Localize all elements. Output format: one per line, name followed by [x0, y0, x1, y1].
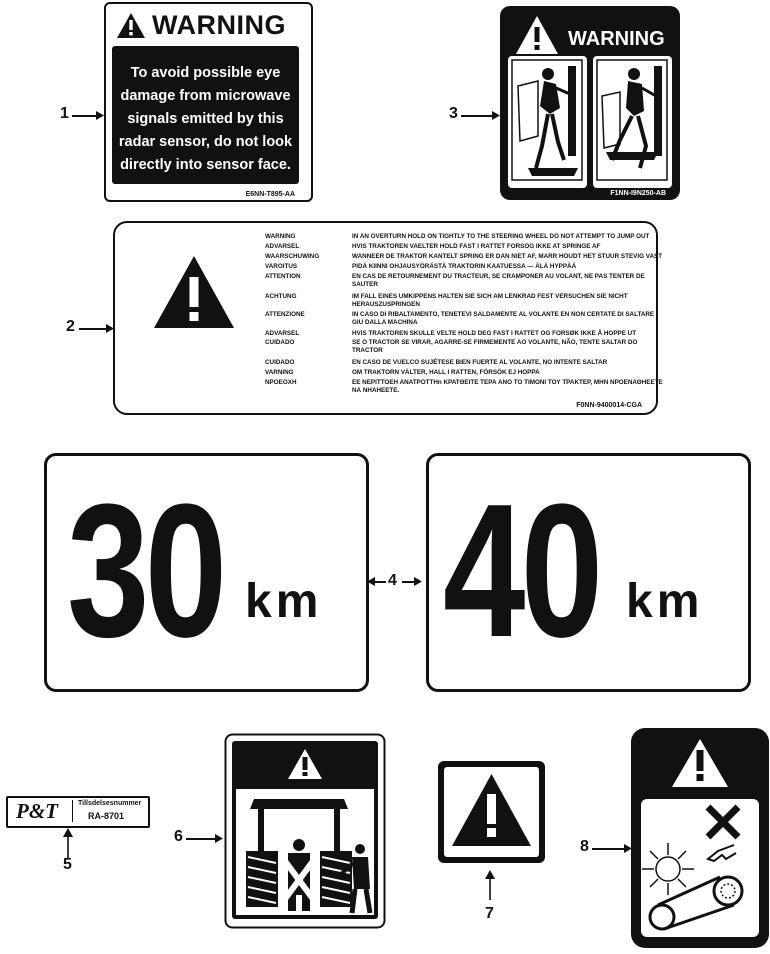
leader-line	[79, 328, 109, 330]
decal-2-lang: WARNING	[265, 233, 296, 240]
decal-2-text: HERAUSZUSPRINGEN	[352, 301, 420, 308]
decal-3-step-warning	[500, 6, 680, 200]
arrow-head-icon	[624, 844, 632, 853]
decal-7-warning-symbol	[437, 760, 546, 864]
callout-2: 2	[66, 318, 75, 335]
speed-unit-km: km	[245, 575, 323, 628]
decal-2-lang: ATTENTION	[265, 273, 301, 280]
decal-2-text: OM TRAKTORN VÄLTER, HALL I RATTEN, FÖRSÖK EJ HOPPA	[352, 369, 540, 376]
arrow-head-icon	[367, 577, 375, 586]
decal-2-lang: ACHTUNG	[265, 293, 297, 300]
decal-1-line: To avoid possible eye	[130, 65, 281, 81]
decal-1-part-number: E6NN-T895-AA	[245, 191, 295, 198]
decal-8-belt-entanglement-pictogram	[630, 727, 770, 949]
decal-5-pt-plate	[6, 796, 150, 828]
speed-plate-40km	[426, 453, 751, 692]
decal-2-lang: CUIDADO	[265, 359, 295, 366]
callout-8: 8	[580, 838, 589, 855]
decal-6-tractor-bystander-pictogram	[224, 733, 386, 929]
warning-triangle-icon	[514, 14, 560, 56]
leader-line	[592, 848, 626, 850]
speed-plate-30km	[44, 453, 369, 692]
arrow-head-icon	[215, 834, 223, 843]
decal-2-lang: VAROITUS	[265, 263, 298, 270]
decal-2-text: ΝΑ ΝΗΑΗΕΕΤΕ.	[352, 387, 400, 394]
decal-2-lang: ADVARSEL	[265, 243, 300, 250]
callout-7: 7	[485, 905, 494, 922]
decal-1-line: damage from microwave	[120, 88, 291, 104]
decal-2-text: IN CASO DI RIBALTAMENTO, TENETEVI SALDAMENTE AL VOLANTE EN NON CERTATE DI SALTARE	[352, 311, 655, 318]
decal-5-code: RA-8701	[88, 811, 125, 821]
callout-4: 4	[388, 572, 397, 589]
decal-2-text: EN CASO DE VUELCO SUJÉTESE BIEN FUERTE AL VOLANTE, NO INTENTE SALTAR	[352, 359, 608, 366]
decal-2-text: HVIS TRAKTOREN SKULLE VELTE HOLD DEG FAST I RATTET OG FORSØK IKKE Å HOPPE UT	[352, 330, 637, 337]
decal-1-message	[112, 46, 299, 184]
decal-2-text: HVIS TRAKTOREN VAELTER HOLD FAST I RATTET FORSOG IKKE AT SPRINGE AF	[352, 243, 601, 250]
decal-1-line: directly into sensor face.	[120, 157, 291, 173]
decal-3-header: WARNING	[568, 28, 665, 50]
operator-step-pictogram	[508, 56, 672, 192]
decal-2-text: TRACTOR	[352, 347, 383, 354]
decal-5-divider	[72, 800, 73, 822]
callout-3: 3	[449, 105, 458, 122]
decal-2-text: SE O TRACTOR SE VIRAR, AGARRE-SE FIRMEMENTE AO VOLANTE, NÃO, TENTE SALTAR DO	[352, 339, 638, 346]
decal-2-text: WANNEER DE TRAKTOR KANTELT SPRING ER DAN NIET AF, MARR HOUDT HET STUUR STEVIG VAST	[352, 253, 663, 260]
decal-2-lang: VARNING	[265, 369, 294, 376]
warning-triangle-icon	[151, 253, 237, 331]
decal-2-lang: CUIDADO	[265, 339, 295, 346]
decal-2-text: IM FALL EINES UMKIPPENS HALTEN SIE SICH AM LENKRAD FEST VERSUCHEN SIE NICHT	[352, 293, 628, 300]
decal-2-text: GIU DALLA MACHINA	[352, 319, 418, 326]
decal-2-rollover-warning	[113, 221, 663, 415]
decal-2-lang: ATTENZIONE	[265, 311, 305, 318]
speed-number-30: 30	[67, 465, 223, 677]
decal-2-text: PIDÄ KIINNI OHJAUSYÖRÄSTÄ TRAKTORIN KAATUESSA — ÄLÄ HYPPÄÄ	[352, 263, 577, 270]
decal-1-line: signals emitted by this	[127, 111, 284, 127]
decal-2-text: IN AN OVERTURN HOLD ON TIGHTLY TO THE STEERING WHEEL DO NOT ATTEMPT TO JUMP OUT	[352, 233, 650, 240]
speed-unit-km: km	[626, 575, 704, 628]
speed-number-40: 40	[443, 465, 599, 677]
decal-2-text: EN CAS DE RETOURNEMENT DU TRACTEUR, SE CRAMPONER AU VOLANT, NE PAS TENTER DE	[352, 273, 645, 280]
arrow-head-icon	[106, 324, 114, 333]
decal-2-part-number: F0NN-9400014-CGA	[576, 402, 642, 409]
arrow-up-icon	[485, 870, 495, 900]
decal-1-header: WARNING	[152, 10, 286, 40]
decal-2-lang: ADVARSEL	[265, 330, 300, 337]
callout-5: 5	[63, 856, 72, 873]
decal-2-lang: WAARSCHUWING	[265, 253, 320, 260]
decal-5-brand: P&T	[16, 799, 58, 823]
arrow-head-icon	[492, 111, 500, 120]
leader-line	[186, 838, 218, 840]
decal-1-line: radar sensor, do not look	[118, 134, 293, 150]
decal-5-caption: Tillsdelsesnummer	[78, 800, 142, 807]
warning-triangle-icon	[116, 12, 146, 39]
decal-2-text: ΕΕ ΝΕΡΙΤΤΟΕΗ ΑΝΑΤΡΟΤΤΗn ΚΡΑΤΘΕΙΤΕ ΤΕΡΑ ΑΝΟ ΤΟ ΤΙΜΟΝΙ ΤΟΥ ΤΡΑΚΤΕΡ, ΜΗΝ ΝΡΟΕΝΑΘΗΕΕΤΕ	[352, 379, 663, 386]
decal-1-eye-warning	[104, 2, 313, 202]
leader-line	[461, 115, 494, 117]
callout-6: 6	[174, 828, 183, 845]
decal-2-lang: ΝΡΟΕΟΧΗ	[265, 379, 297, 386]
decal-3-part-number: F1NN-I9N250-AB	[610, 190, 666, 197]
arrow-head-icon	[414, 577, 422, 586]
decal-2-text: SAUTER	[352, 281, 378, 288]
arrow-head-icon	[96, 111, 104, 120]
callout-1: 1	[60, 105, 69, 122]
arrow-up-icon	[63, 828, 73, 858]
